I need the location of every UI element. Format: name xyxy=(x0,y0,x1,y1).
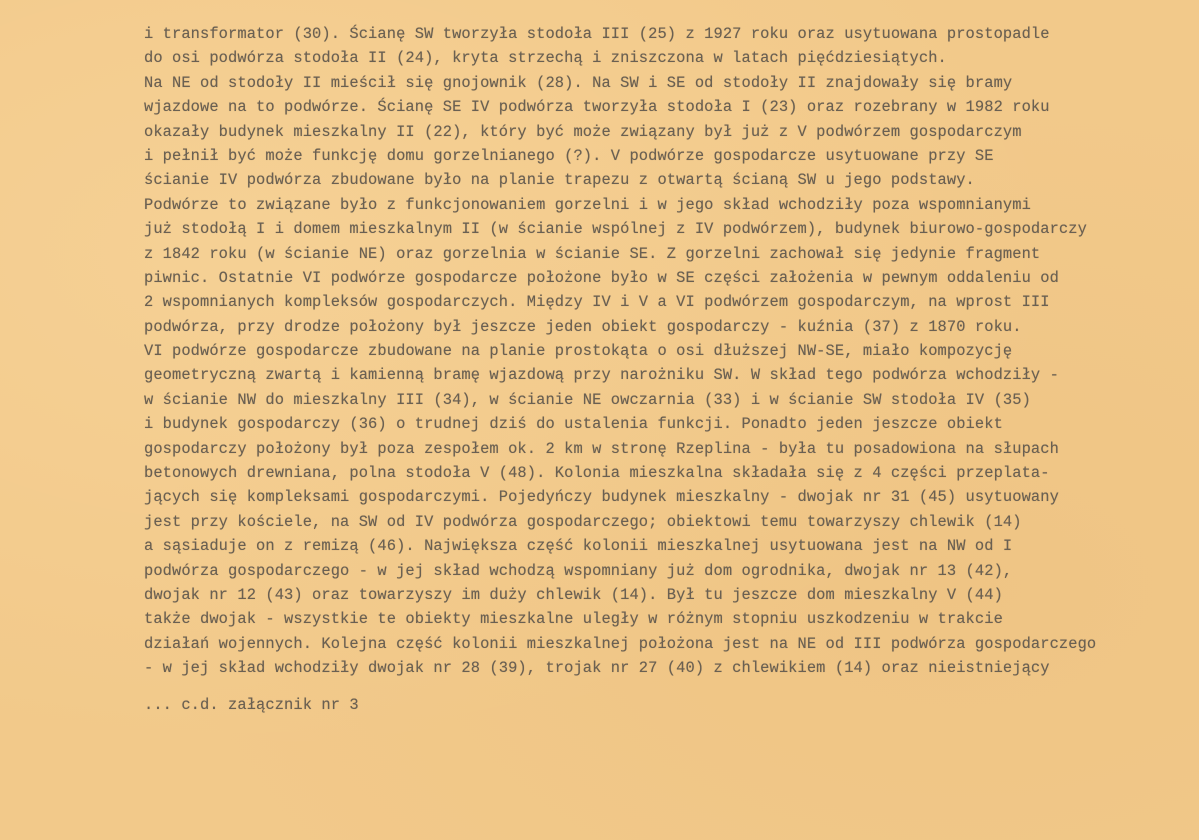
paragraph-gap xyxy=(144,681,1184,693)
text-line: podwórza, przy drodze położony był jeszcze jeden obiekt gospodarczy - kuźnia (37) z 1870 roku. xyxy=(144,317,1022,336)
text-line: 2 wspomnianych kompleksów gospodarczych. Między IV i V a VI podwórzem gospodarczym, na wprost III xyxy=(144,293,1050,312)
text-line: VI podwórze gospodarcze zbudowane na planie prostokąta o osi dłuższej NW-SE, miało kompozycję xyxy=(144,342,1013,361)
text-line: jest przy kościele, na SW od IV podwórza gospodarczego; obiektowi temu towarzyszy chlewik (14) xyxy=(144,512,1022,531)
text-line: Na NE od stodoły II mieścił się gnojownik (28). Na SW i SE od stodoły II znajdowały się bramy xyxy=(144,73,1013,92)
text-line: już stodołą I i domem mieszkalnym II (w ścianie wspólnej z IV podwórzem), budynek biurowo-gospodarczy xyxy=(144,220,1087,239)
text-line: piwnic. Ostatnie VI podwórze gospodarcze położone było w SE części założenia w pewnym oddaleniu od xyxy=(144,268,1059,287)
text-line: także dwojak - wszystkie te obiekty mieszkalne uległy w różnym stopniu uszkodzeniu w trakcie xyxy=(144,610,1003,629)
text-line: gospodarczy położony był poza zespołem ok. 2 km w stronę Rzeplina - była tu posadowiona na słupach xyxy=(144,439,1059,458)
text-line: działań wojennych. Kolejna część kolonii mieszkalnej położona jest na NE od III podwórza gospodarczego xyxy=(144,634,1097,653)
text-line: do osi podwórza stodoła II (24), kryta strzechą i zniszczona w latach pięćdziesiątych. xyxy=(144,49,947,68)
text-line: a sąsiaduje on z remizą (46). Największa część kolonii mieszkalnej usytuowana jest na NW od I xyxy=(144,537,1013,556)
text-line: ścianie IV podwórza zbudowane było na planie trapezu z otwartą ścianą SW u jego podstawy. xyxy=(144,171,975,190)
text-line: i budynek gospodarczy (36) o trudnej dziś do ustalenia funkcji. Ponadto jeden jeszcze obiekt xyxy=(144,415,1003,434)
text-body xyxy=(144,22,1184,717)
text-line: i transformator (30). Ścianę SW tworzyła stodoła III (25) z 1927 roku oraz usytuowana prostopadle xyxy=(144,25,1050,43)
text-line: - w jej skład wchodziły dwojak nr 28 (39), trojak nr 27 (40) z chlewikiem (14) oraz nieistniejący xyxy=(144,659,1050,678)
text-line: geometryczną zwartą i kamienną bramę wjazdową przy narożniku SW. W skład tego podwórza wchodziły - xyxy=(144,366,1059,385)
text-line: wjazdowe na to podwórze. Ścianę SE IV podwórza tworzyła stodoła I (23) oraz rozebrany w 1982 roku xyxy=(144,98,1050,117)
text-line: okazały budynek mieszkalny II (22), który być może związany był już z V podwórzem gospodarczym xyxy=(144,122,1022,141)
text-line: jących się kompleksami gospodarczymi. Pojedyńczy budynek mieszkalny - dwojak nr 31 (45) usytuowany xyxy=(144,488,1059,507)
text-line: Podwórze to związane było z funkcjonowaniem gorzelni i w jego skład wchodziły poza wspomnianymi xyxy=(144,195,1031,214)
text-line: w ścianie NW do mieszkalny III (34), w ścianie NE owczarnia (33) i w ścianie SW stodoła IV (35) xyxy=(144,390,1031,409)
text-line: betonowych drewniana, polna stodoła V (48). Kolonia mieszkalna składała się z 4 części przeplata- xyxy=(144,464,1050,483)
text-line: dwojak nr 12 (43) oraz towarzyszy im duży chlewik (14). Był tu jeszcze dom mieszkalny V (44) xyxy=(144,585,1003,604)
text-line: i pełnił być może funkcję domu gorzelnianego (?). V podwórze gospodarcze usytuowane przy SE xyxy=(144,146,994,165)
text-line: z 1842 roku (w ścianie NE) oraz gorzelnia w ścianie SE. Z gorzelni zachował się jedynie fragment xyxy=(144,244,1041,263)
continuation-note: ... c.d. załącznik nr 3 xyxy=(144,695,359,714)
text-line: podwórza gospodarczego - w jej skład wchodzą wspomniany już dom ogrodnika, dwojak nr 13 (42), xyxy=(144,561,1013,580)
